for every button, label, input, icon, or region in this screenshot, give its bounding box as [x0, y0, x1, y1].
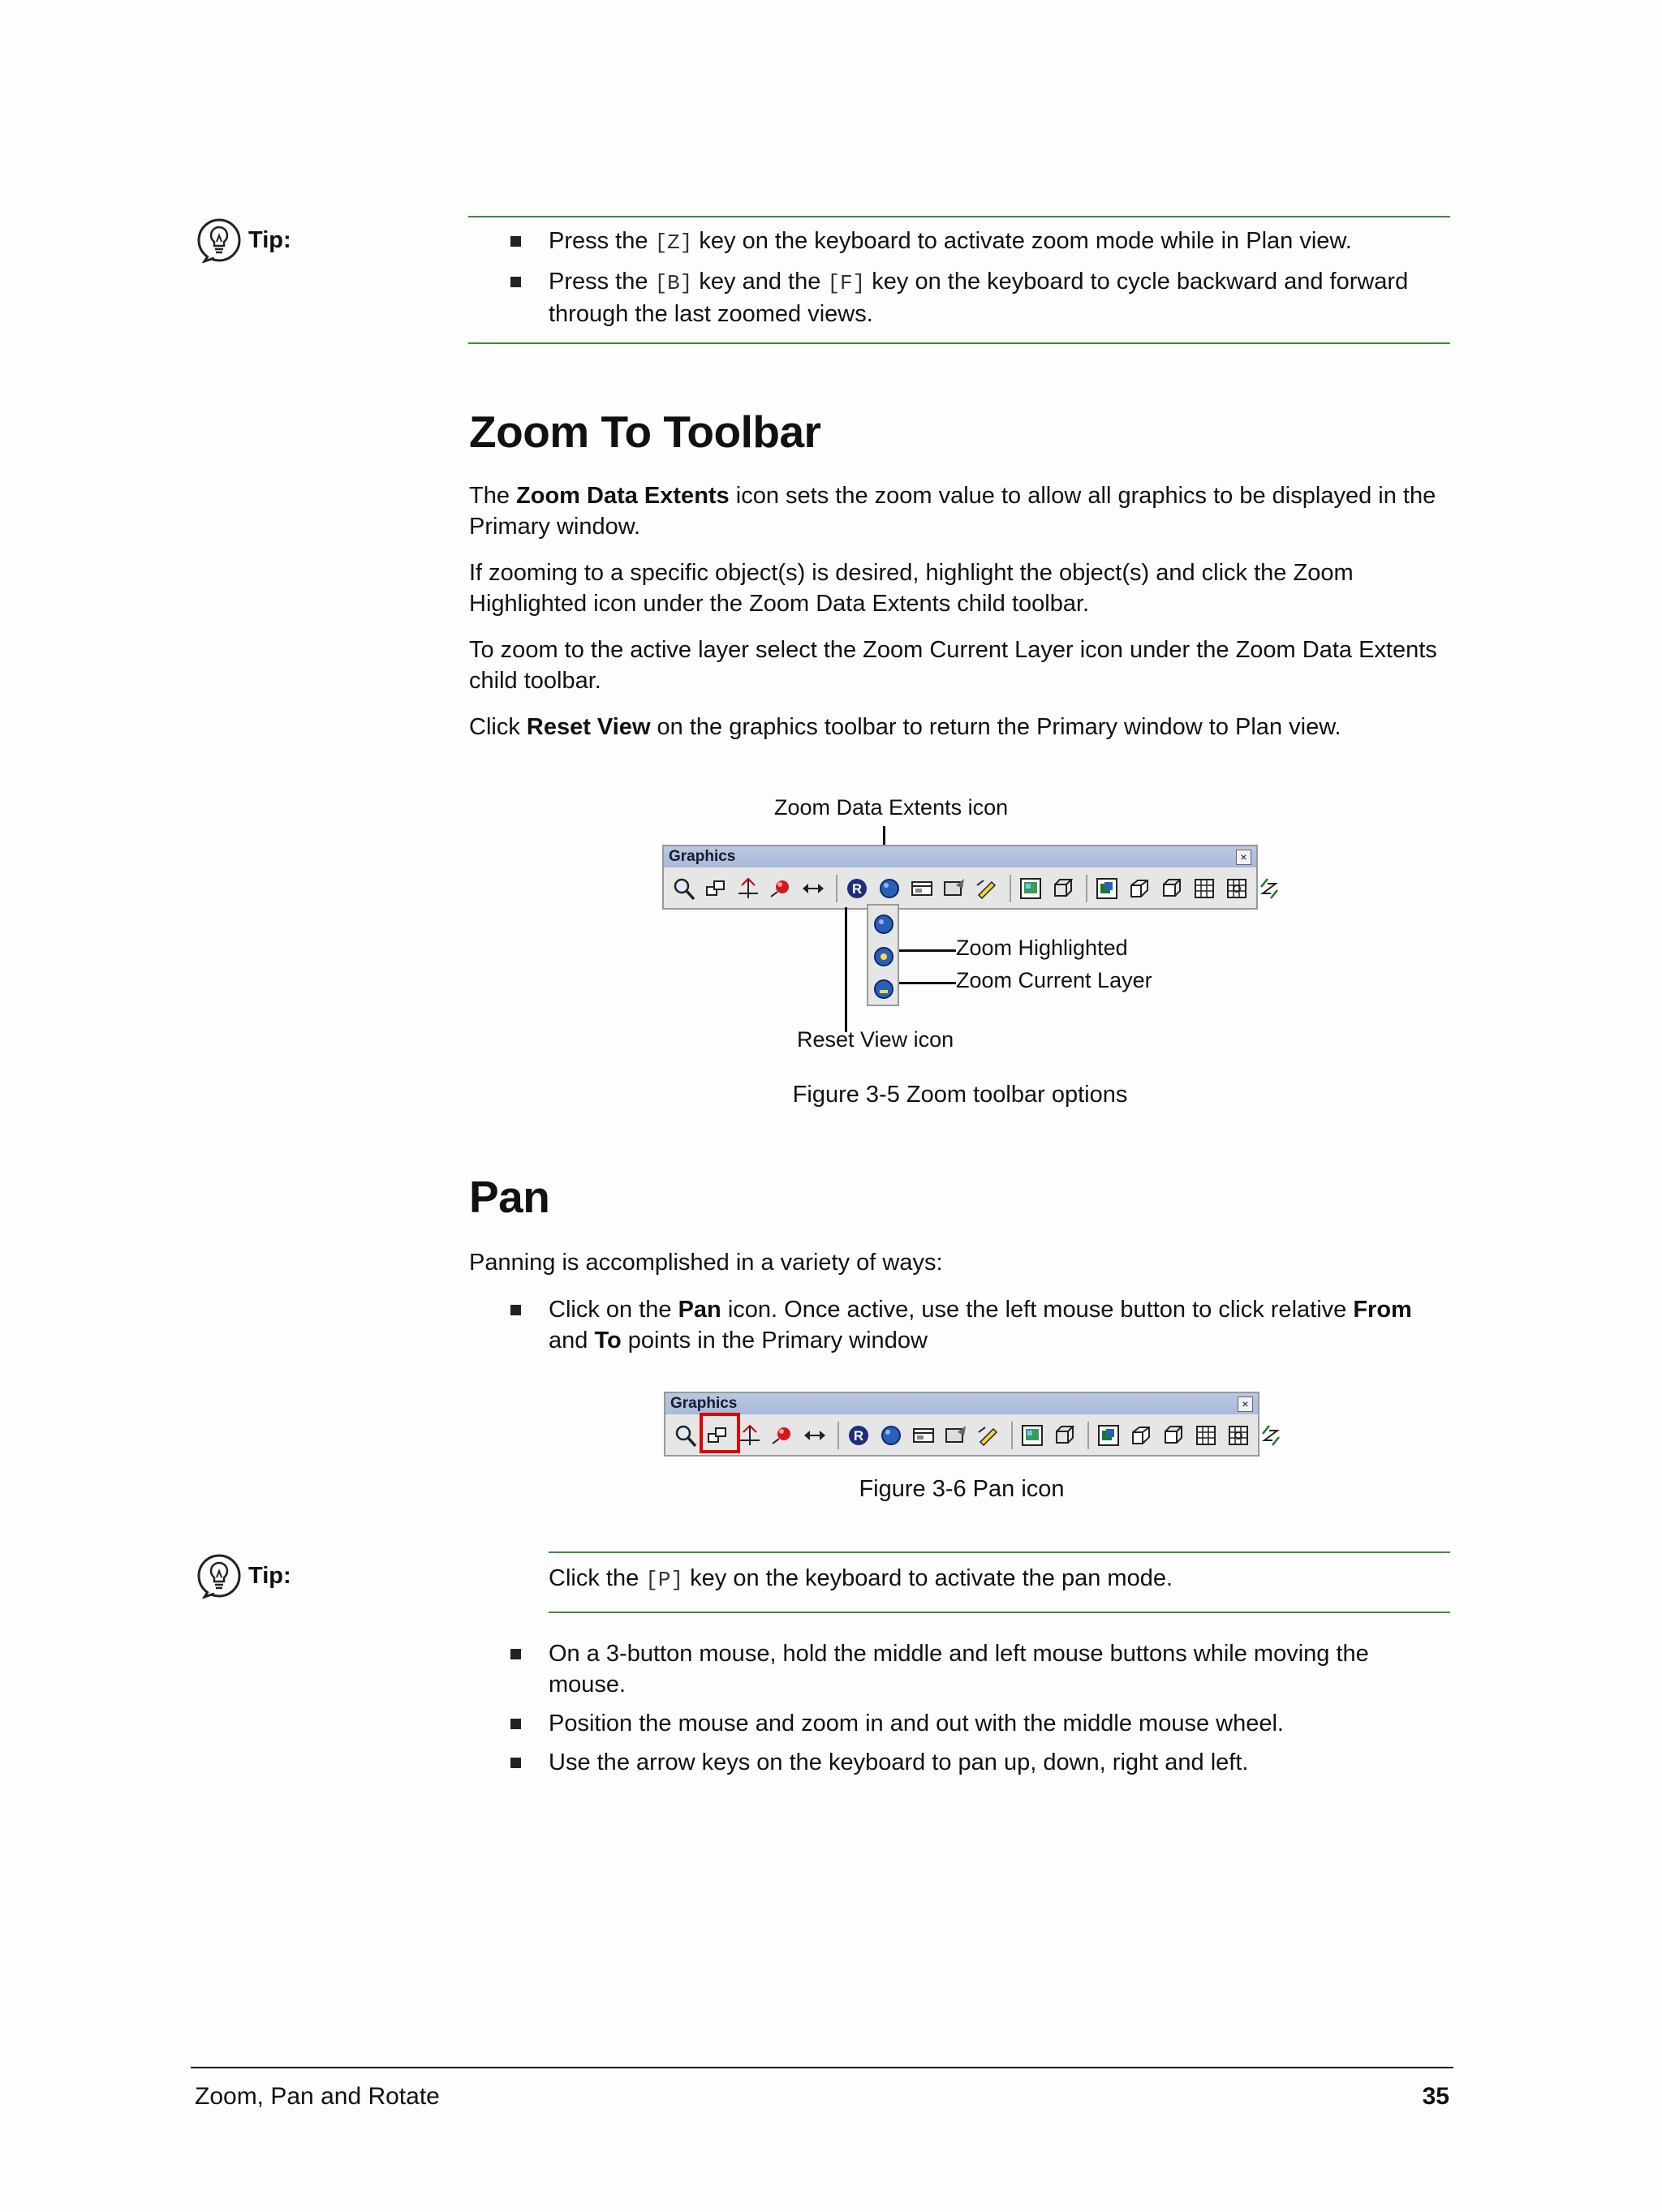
- lightbulb-icon: [196, 1553, 242, 1599]
- iso-box-icon: [1126, 876, 1152, 902]
- snap-icon: [1256, 876, 1282, 902]
- pan-arrows-icon: [802, 1422, 828, 1448]
- wire-box-icon: [1050, 876, 1076, 902]
- grid-button[interactable]: [1190, 874, 1219, 903]
- zoom-extents-button[interactable]: [876, 1421, 906, 1450]
- solid-box-icon: [1094, 876, 1120, 902]
- svg-text:R: R: [851, 881, 863, 897]
- callout-line: [899, 949, 956, 952]
- reset-view-icon: [846, 1422, 872, 1448]
- reset-view-button[interactable]: [842, 874, 872, 903]
- window-icon: [909, 876, 935, 902]
- iso-box2-button[interactable]: [1159, 1421, 1188, 1450]
- snap-button[interactable]: [1256, 1421, 1285, 1450]
- lightbulb-icon: [196, 217, 242, 263]
- footer-title: Zoom, Pan and Rotate: [195, 2083, 440, 2110]
- grid2-icon: [1224, 876, 1250, 902]
- tip-label: Tip:: [248, 226, 291, 253]
- grid2-icon: [1225, 1422, 1251, 1448]
- tip1-top-rule: [468, 216, 1450, 217]
- tip1-list: [549, 226, 1449, 338]
- reset-view-icon: [844, 876, 870, 902]
- paragraph: If zooming to a specific object(s) is desired, highlight the object(s) and click the Zoom Highlighted icon under the Zoom Data Extents child toolbar.: [469, 560, 1354, 617]
- shaded-view-icon: [943, 1422, 969, 1448]
- zoom-highlighted-icon[interactable]: [873, 946, 894, 967]
- pan-arrows-button[interactable]: [799, 874, 828, 903]
- iso-box2-button[interactable]: [1157, 874, 1186, 903]
- zoom-extents-icon: [876, 876, 902, 902]
- wire-box-button[interactable]: [1050, 1421, 1079, 1450]
- toolbar-separator: [1010, 875, 1011, 902]
- section-heading-pan: Pan: [469, 1172, 550, 1222]
- graphics-toolbar: [662, 845, 1258, 910]
- paragraph: The Zoom Data Extents icon sets the zoom value to allow all graphics to be displayed in the Primary window.: [469, 483, 1436, 540]
- figure-3-5-caption: Figure 3-5 Zoom toolbar options: [792, 1082, 1128, 1108]
- grid2-button[interactable]: [1222, 874, 1251, 903]
- zoom-extents-icon[interactable]: [873, 914, 894, 935]
- graphics-toolbar-pan: [664, 1392, 1259, 1457]
- red-ball-icon: [768, 876, 794, 902]
- pan-button[interactable]: [701, 874, 730, 903]
- key-f: [F]: [827, 271, 866, 295]
- grid2-button[interactable]: [1224, 1421, 1253, 1450]
- list-item: Position the mouse and zoom in and out with the middle mouse wheel.: [549, 1708, 1449, 1739]
- grid-button[interactable]: [1191, 1421, 1221, 1450]
- rotate-icon: [737, 1422, 763, 1448]
- close-icon[interactable]: ×: [1238, 1396, 1253, 1412]
- render-button[interactable]: [1016, 874, 1045, 903]
- render-button[interactable]: [1018, 1421, 1047, 1450]
- render-icon: [1019, 1422, 1045, 1448]
- key-z: [Z]: [654, 230, 693, 255]
- close-icon[interactable]: ×: [1236, 850, 1251, 865]
- tip1-bottom-rule: [468, 342, 1450, 344]
- footer-rule: [191, 2067, 1453, 2068]
- iso-box-button[interactable]: [1126, 1421, 1156, 1450]
- pan-list-2: [549, 1638, 1449, 1786]
- figure-3-5-label-zoom-current-layer: Zoom Current Layer: [956, 968, 1152, 992]
- paragraph: Click Reset View on the graphics toolbar to return the Primary window to Plan view.: [469, 714, 1341, 740]
- window-icon: [911, 1422, 936, 1448]
- tip2-text: Click the [P] key on the keyboard to activate the pan mode.: [549, 1565, 1173, 1592]
- list-item: Click on the Pan icon. Once active, use the left mouse button to click relative From and To points in the Primary window: [549, 1294, 1449, 1356]
- shaded-view-icon: [941, 876, 967, 902]
- pencil-icon: [974, 876, 1000, 902]
- callout-line: [845, 907, 847, 1032]
- pencil-button[interactable]: [972, 874, 1001, 903]
- key-b: [B]: [654, 271, 693, 295]
- zoom-button[interactable]: [669, 874, 698, 903]
- rotate-button[interactable]: [734, 874, 763, 903]
- window-button[interactable]: [907, 874, 936, 903]
- figure-3-6-caption: Figure 3-6 Pan icon: [859, 1476, 1065, 1502]
- rotate-icon: [735, 876, 761, 902]
- toolbar-buttons: [670, 1418, 1289, 1453]
- tip-callout-1: [196, 217, 291, 263]
- key-p: [P]: [645, 1568, 684, 1592]
- figure-3-5-label-zoom-extents: Zoom Data Extents icon: [774, 795, 1009, 820]
- svg-text:R: R: [853, 1428, 864, 1444]
- list-item: Press the [Z] key on the keyboard to activate zoom mode while in Plan view.: [549, 226, 1449, 258]
- wire-box-icon: [1052, 1422, 1078, 1448]
- page-number: 35: [1422, 2083, 1449, 2110]
- toolbar-title: Graphics: [664, 846, 1256, 867]
- wire-box-button[interactable]: [1048, 874, 1078, 903]
- tip-label: Tip:: [248, 1562, 291, 1589]
- iso-box-icon: [1128, 1422, 1154, 1448]
- toolbar-title: Graphics: [665, 1393, 1258, 1414]
- figure-3-5-label-zoom-highlighted: Zoom Highlighted: [956, 936, 1128, 960]
- zoom-extents-icon: [878, 1422, 904, 1448]
- solid-box-button[interactable]: [1092, 874, 1122, 903]
- pencil-button[interactable]: [974, 1421, 1003, 1450]
- pan-arrows-button[interactable]: [800, 1421, 829, 1450]
- grid-icon: [1191, 876, 1217, 902]
- window-button[interactable]: [909, 1421, 938, 1450]
- iso-box-button[interactable]: [1125, 874, 1154, 903]
- render-icon: [1018, 876, 1044, 902]
- red-ball-button[interactable]: [768, 1421, 797, 1450]
- red-ball-button[interactable]: [766, 874, 795, 903]
- iso-box2-icon: [1160, 1422, 1186, 1448]
- tip2-bottom-rule: [549, 1612, 1450, 1613]
- reset-view-button[interactable]: [844, 1421, 873, 1450]
- tip-callout-2: [196, 1553, 291, 1599]
- zoom-extents-dropdown: [867, 904, 899, 1006]
- figure-3-5-label-reset-view: Reset View icon: [797, 1027, 954, 1052]
- snap-button[interactable]: [1255, 874, 1284, 903]
- pan-icon-highlight: [700, 1413, 740, 1453]
- zoom-button[interactable]: [670, 1421, 700, 1450]
- shaded-view-button[interactable]: [941, 1421, 971, 1450]
- pan-list-1: [549, 1294, 1449, 1364]
- list-item: Use the arrow keys on the keyboard to pan up, down, right and left.: [549, 1747, 1449, 1778]
- paragraph: To zoom to the active layer select the Zoom Current Layer icon under the Zoom Data Extents child toolbar.: [469, 637, 1437, 694]
- zoom-extents-button[interactable]: [875, 874, 904, 903]
- zoom-current-layer-icon[interactable]: [873, 979, 894, 1000]
- list-item: Press the [B] key and the [F] key on the keyboard to cycle backward and forward through the last zoomed views.: [549, 266, 1449, 329]
- pan-arrows-icon: [800, 876, 826, 902]
- toolbar-separator: [1087, 1422, 1089, 1449]
- toolbar-separator: [837, 1422, 839, 1449]
- solid-box-button[interactable]: [1094, 1421, 1123, 1450]
- toolbar-separator: [1011, 1422, 1013, 1449]
- tip2-top-rule: [549, 1551, 1450, 1553]
- red-ball-icon: [769, 1422, 795, 1448]
- iso-box2-icon: [1159, 876, 1185, 902]
- toolbar-separator: [1086, 875, 1087, 902]
- solid-box-icon: [1096, 1422, 1122, 1448]
- toolbar-separator: [836, 875, 837, 902]
- pencil-icon: [975, 1422, 1001, 1448]
- paragraph: Panning is accomplished in a variety of ways:: [469, 1250, 943, 1276]
- zoom-icon: [672, 1422, 698, 1448]
- grid-icon: [1193, 1422, 1219, 1448]
- zoom-icon: [670, 876, 696, 902]
- toolbar-buttons: [669, 871, 1287, 906]
- snap-icon: [1258, 1422, 1284, 1448]
- shaded-view-button[interactable]: [940, 874, 969, 903]
- pan-icon: [703, 876, 729, 902]
- callout-line: [899, 982, 956, 984]
- list-item: On a 3-button mouse, hold the middle and left mouse buttons while moving the mouse.: [549, 1638, 1449, 1700]
- section-heading-zoom: Zoom To Toolbar: [469, 407, 821, 457]
